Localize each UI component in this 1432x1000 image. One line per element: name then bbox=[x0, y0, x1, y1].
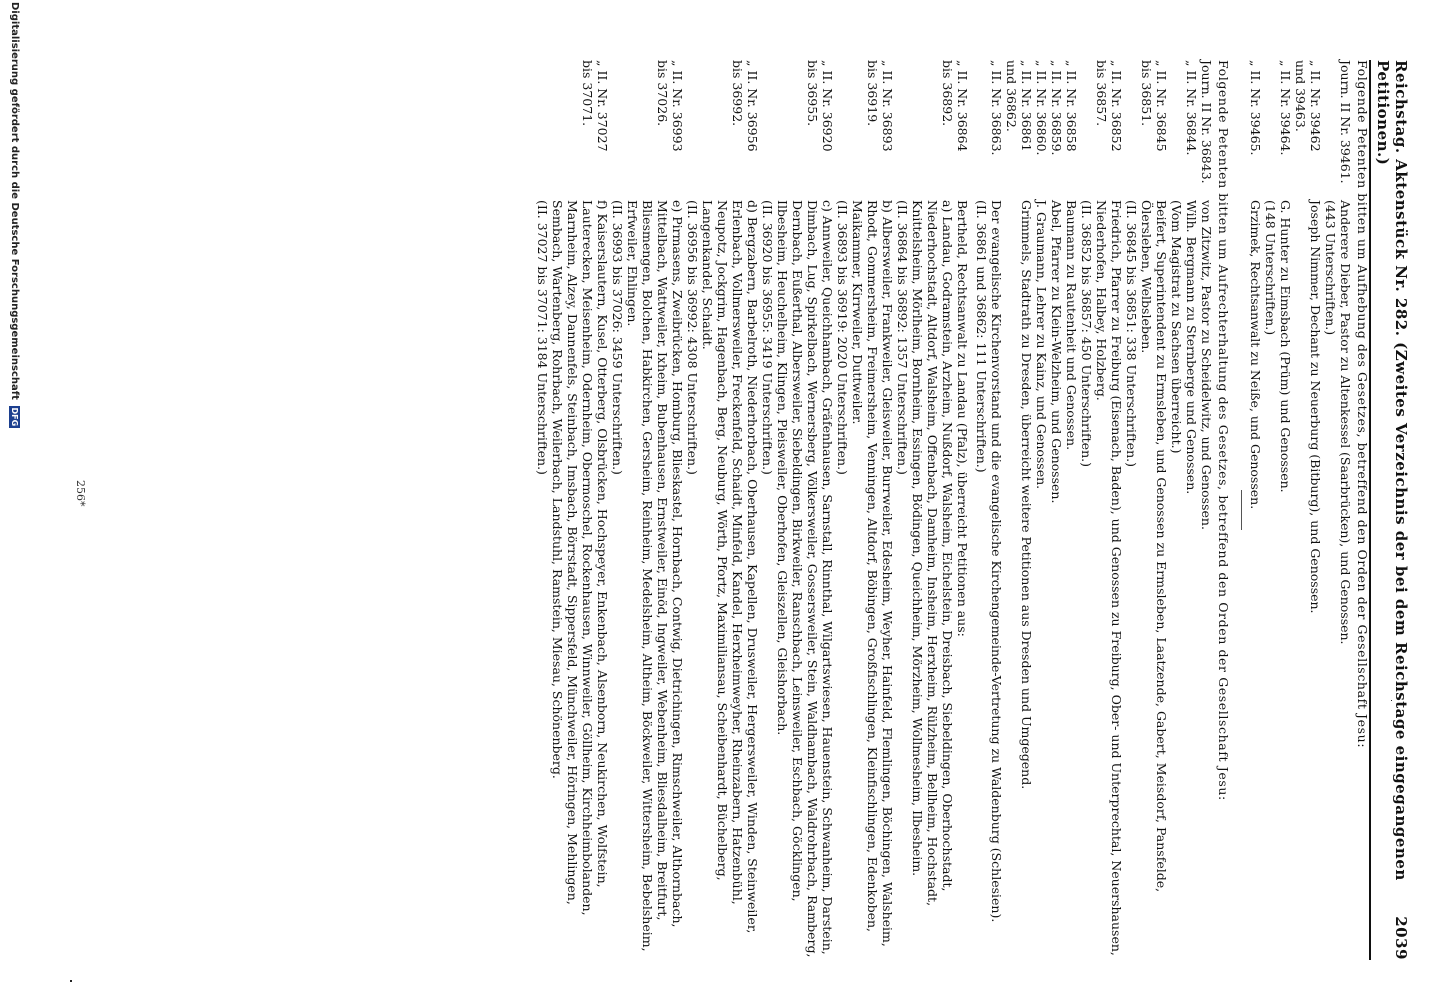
digitization-footer bbox=[9, 2, 20, 992]
footer-page-number: 256* bbox=[74, 480, 87, 507]
journal-reference: „ II. Nr. 39462 und 39463. bbox=[1293, 60, 1323, 152]
journal-reference: „ II. Nr. 39464. bbox=[1278, 60, 1293, 156]
journal-reference: „ II. Nr. 36860. bbox=[1034, 60, 1049, 156]
journal-reference: Journ. II Nr. 39461. bbox=[1338, 60, 1353, 184]
journal-reference: „ II. Nr. 36920 bis 36955. bbox=[805, 60, 835, 152]
petition-text: Abel, Pfarrer zu Klein-Welzheim, und Genossen. bbox=[1049, 200, 1064, 504]
petition-text: Bertheld, Rechtsanwalt zu Landau (Pfalz), überreicht Petitionen aus: a) Landau, Godramstein, Arzheim, Nußdorf, Walsheim, Eichelstein, Dreisbach, Siebeldingen, Oberhochstadt, Niederhochstadt, Altdorf, Walsheim, Offenbach, Damheim, Insheim, Herxheim, Rülzheim, Bellheim, Hochstadt, Knittelsheim, Mörlheim, Bornheim, Essingen, Bödingen, Queichheim, Mörzheim, Wollmesheim, Ilbesheim. (II. 36864 bis 36892: 1357 Unterschriften.) bbox=[895, 200, 970, 907]
journal-reference: „ II. Nr. 36859. bbox=[1049, 60, 1064, 156]
journal-reference: „ II. Nr. 36863. bbox=[989, 60, 1004, 156]
document-body bbox=[535, 60, 1370, 960]
journal-reference: „ II. Nr. 36956 bis 36992. bbox=[730, 60, 760, 152]
petition-text: b) Albersweiler, Frankweiler, Gleisweiler, Burrweiler, Edesheim, Weyher, Hainfeld, Flemlingen, Böchingen, Walsheim, Rhodt, Gommersheim, Freimersheim, Venningen, Altdorf, Böbingen, Großfischlingen, Kleinfischlingen, Edenkoben, Maikammer, Kirrweiler, Duttweiler. (II. 36893 bis 36919: 2020 Unterschriften.) bbox=[835, 200, 895, 947]
intro-text-2: Folgende Petenten bitten um Aufrechterhaltung des Gesetzes, betreffend den Orden der Gesellschaft Jesu: bbox=[1216, 60, 1231, 801]
journal-reference: „ II. Nr. 36858 bbox=[1064, 60, 1079, 152]
journal-reference: „ II. Nr. 36844. bbox=[1184, 60, 1199, 156]
journal-reference: „ II. Nr. 36845 bis 36851. bbox=[1139, 60, 1169, 152]
petition-text: c) Annweiler, Queichhambach, Gräfenhausen, Sarnstall, Rinnthal, Wilgartswiesen, Hauenstein, Schwanheim, Darstein, Dimbach, Lug, Spirkelbach, Wernersberg, Völkersweiler, Gossersweiler, Stein, Waldhambach, Waldrohrbach, Ramberg, Dernbach, Eußerthal, Albersweiler, Siebeldingen, Birkweiler, Ranschbach, Leinsweiler, Eschbach, Göcklingen, Ilbesheim, Heuchelheim, Klingen, Pleisweiler, Oberhofen, Gleiszellen, Gleishorbach. (II. 36920 bis 36955: 3419 Unterschriften.) bbox=[760, 200, 835, 958]
journal-reference: „ II. Nr. 36864 bis 36892. bbox=[940, 60, 970, 152]
digitization-notice: Digitalisierung gefördert durch die Deutsche Forschungsgemeinschaft bbox=[9, 2, 20, 400]
petition-entry bbox=[835, 60, 895, 960]
petition-entry bbox=[974, 60, 1004, 960]
petition-entry bbox=[760, 60, 835, 960]
petition-text: Grimmels, Stadtrath zu Dresden, überreicht weitere Petitionen aus Dresden und Umgegend. bbox=[1019, 200, 1034, 790]
page-header bbox=[1369, 60, 1410, 960]
petition-text: e) Pirmasens, Zweibrücken, Homburg, Blieskastel, Hornbach, Contwig, Dietrichingen, Rimschweiler, Althornbach, Mittelbach, Wattweiler, Ixheim, Bubenhausen, Ernstweiler, Einöd, Ingweiler, Webenheim, Bliesdalheim, Breitfurt, Bliesmengen, Bolchen, Habkirchen, Gersheim, Reinheim, Medelsheim, Altheim, Böckweiler, Wittersheim, Bebelsheim, Erfweiler, Ehlingen. (II. 36993 bis 37026: 3459 Unterschriften.) bbox=[610, 200, 685, 952]
petition-list-a bbox=[1248, 60, 1353, 960]
petition-list-b bbox=[974, 60, 1214, 960]
petition-entry bbox=[895, 60, 970, 960]
petition-text: f) Kaiserslautern, Kusel, Otterberg, Olsbrücken, Hochspeyer, Enkenbach, Alsenborn, Neukirchen, Wolfstein, Lauterecken, Meisenheim, Odernheim, Obermoschel, Rockenhausen, Winnweiler, Göllheim, Kirchheimbolanden, Marnheim, Alzey, Dannenfels, Steinbach, Imsbach, Börrstadt, Sippersfeld, Münchweiler, Höringen, Mehlingen, Sembach, Wartenberg, Rohrbach, Weilerbach, Landstuhl, Ramstein, Miesau, Schönenberg. (II. 37027 bis 37071: 3184 Unterschriften.) bbox=[535, 200, 610, 916]
journal-reference: „ II. Nr. 37027 bis 37071. bbox=[580, 60, 610, 152]
petition-entry bbox=[1064, 60, 1079, 960]
petition-entry bbox=[1049, 60, 1064, 960]
petition-entry bbox=[1293, 60, 1323, 960]
dfg-logo: DFG bbox=[10, 407, 19, 427]
petition-entry bbox=[1034, 60, 1049, 960]
petition-entry bbox=[1323, 60, 1353, 960]
petition-entry bbox=[1124, 60, 1169, 960]
petition-text: Friedrich, Pfarrer zu Freiburg (Eisenach, Baden), und Genossen zu Freiburg, Ober- und Unterprechtal, Neuershausen, Niederhofen, Halbey, Holzberg. (II. 36852 bis 36857: 450 Unterschriften.) bbox=[1079, 200, 1124, 956]
petition-entry bbox=[535, 60, 610, 960]
petition-entry bbox=[1004, 60, 1034, 960]
petition-text: Joseph Nimmer, Dechant zu Neuerburg (Bitburg), und Genossen. bbox=[1308, 200, 1323, 614]
petition-entry bbox=[1079, 60, 1124, 960]
petition-text: Beifert, Superintendent zu Ermsleben, und Genossen zu Ermsleben, Laatzende, Gabert, Meisdorf, Pansfelde, Ölersleben, Welbsleben. (II. 36845 bis 36851: 338 Unterschriften.) bbox=[1124, 200, 1169, 893]
petition-entry bbox=[1248, 60, 1263, 960]
petition-text: Anderere Dieber, Pastor zu Altenkessel (Saarbrücken), und Genossen. (443 Unterschriften.) bbox=[1323, 200, 1353, 645]
divider bbox=[1241, 490, 1242, 530]
petition-list-c bbox=[535, 60, 970, 960]
journal-reference: „ II. Nr. 36993 bis 37026. bbox=[655, 60, 685, 152]
journal-reference: „ II. Nr. 39465. bbox=[1248, 60, 1263, 156]
scan-speck bbox=[1391, 700, 1392, 701]
journal-reference: „ II. Nr. 36893 bis 36919. bbox=[865, 60, 895, 152]
petition-entry bbox=[1199, 60, 1214, 960]
scan-speck bbox=[70, 980, 72, 982]
petition-text: Wilh. Bergmann zu Sternberge und Genossen. (Vom Magistrat zu Sachsen überreicht.) bbox=[1169, 200, 1199, 495]
petition-text: Der evangelische Kirchenvorstand und die evangelische Kirchengemeinde-Vertretung zu Waldenburg (Schlesien). (II. 36861 und 36862: 111 Unterschriften.) bbox=[974, 200, 1004, 923]
petition-text: G. Hunter zu Eimsbach (Prüm) und Genossen. (148 Unterschriften.) bbox=[1263, 200, 1293, 493]
journal-reference: „ II. Nr. 36852 bis 36857. bbox=[1094, 60, 1124, 152]
petition-entry bbox=[1263, 60, 1293, 960]
petition-entry bbox=[610, 60, 685, 960]
page-number: 2039 bbox=[1392, 916, 1410, 960]
header-title: Reichstag. Aktenstück Nr. 282. (Zweites Verzeichnis der bei dem Reichstage eingegangenen Petitionen.) bbox=[1374, 60, 1410, 881]
petition-text: Baumann zu Rautenheit und Genossen. bbox=[1064, 200, 1079, 451]
journal-reference: „ II. Nr. 36861 und 36862. bbox=[1004, 60, 1034, 152]
petition-entry bbox=[685, 60, 760, 960]
petition-text: d) Bergzabern, Barbelroth, Niederhorbach, Oberhausen, Kapellen, Drusweiler, Hergersweiler, Winden, Steinweiler, Erlenbach, Vollmersweiler, Freckenfeld, Schaidt, Minfeld, Kandel, Herxheimweyher, Rheinzabern, Hatzenbühl, Neupotz, Jockgrim, Hagenbach, Berg, Neuburg, Wörth, Pfortz, Maximiliansau, Scheibenhardt, Büchelberg, Langenkandel, Schaidt. (II. 36956 bis 36992: 4308 Unterschriften.) bbox=[685, 200, 760, 934]
petition-text: J. Graumann, Lehrer zu Kainz, und Genossen. bbox=[1034, 200, 1049, 490]
petition-entry bbox=[1169, 60, 1199, 960]
petition-text: Grzimek, Rechtsanwalt zu Neiße, und Genossen. bbox=[1248, 200, 1263, 510]
journal-reference: Journ. II Nr. 36843. bbox=[1199, 60, 1214, 184]
petition-text: von Zitzwitz, Pastor zu Scheidelwitz, und Genossen. bbox=[1199, 200, 1214, 530]
intro-text: Folgende Petenten bitten um Aufhebung des Gesetzes, betreffend den Orden der Gesellschaft Jesu: bbox=[1355, 60, 1370, 749]
